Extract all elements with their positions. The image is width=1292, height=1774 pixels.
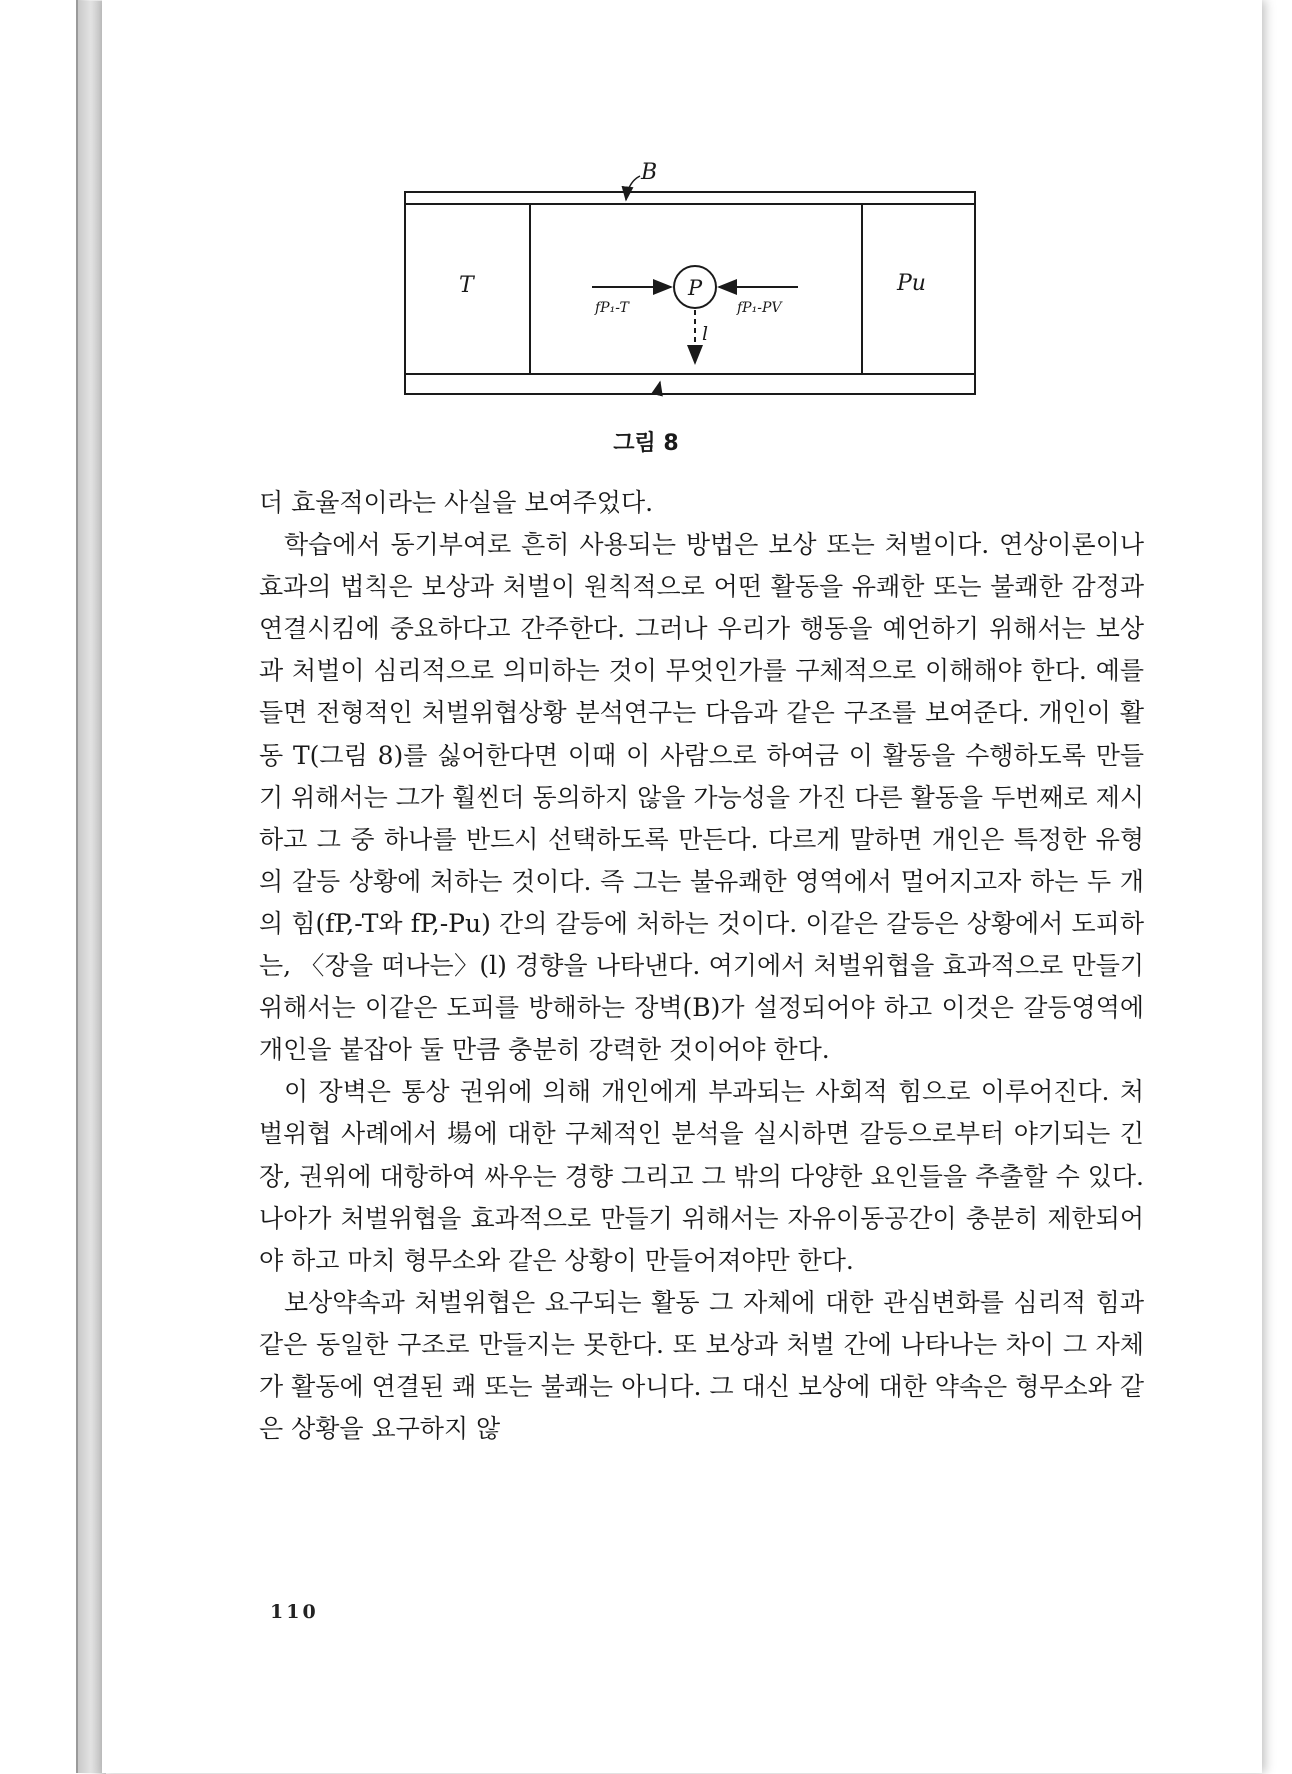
barrier-pointer-top xyxy=(626,176,640,200)
figure-8-diagram xyxy=(400,160,980,410)
barrier-label: B xyxy=(641,160,658,185)
paragraph-1: 더 효율적이라는 사실을 보여주었다. xyxy=(259,488,654,517)
person-label: P xyxy=(688,276,703,300)
page-number: 110 xyxy=(270,1601,319,1623)
figure-caption: 그림 8 xyxy=(613,431,679,456)
left-region-label: T xyxy=(459,273,474,298)
right-region-label: Pu xyxy=(897,271,926,296)
paragraph-3: 이 장벽은 통상 권위에 의해 개인에게 부과되는 사회적 힘으로 이루어진다. 처벌위협 사례에서 場에 대한 구체적인 분석을 실시하면 갈등으로부터 야기되는 긴장, 권위에 대항하여 싸우는 경향 그리고 그 밖의 다양한 요인들을 추출할 수 있다. 나아가 처벌위협을 효과적으로 만들기 위해서는 자유이동공간이 충분히 제한되어야 하고 마치 형무소와 같은 상황이 만들어져야만 한다. xyxy=(259,1077,1144,1275)
paragraph-4: 보상약속과 처벌위협은 요구되는 활동 그 자체에 대한 관심변화를 심리적 힘과 같은 동일한 구조로 만들지는 못한다. 또 보상과 처벌 간에 나타나는 차이 그 자체가 활동에 연결된 쾌 또는 불쾌는 아니다. 그 대신 보상에 대한 약속은 형무소와 같은 상황을 요구하지 않 xyxy=(259,1287,1144,1444)
body-text xyxy=(259,482,1144,1450)
force-right-label: fP₁-PV xyxy=(737,300,782,316)
force-left-label: fP₁-T xyxy=(595,300,629,316)
leave-label: l xyxy=(702,323,709,345)
paragraph-2: 학습에서 동기부여로 흔히 사용되는 방법은 보상 또는 처벌이다. 연상이론이나 효과의 법칙은 보상과 처벌이 원칙적으로 어떤 활동을 유쾌한 또는 불쾌한 감정과 연결시킴에 중요하다고 간주한다. 그러나 우리가 행동을 예언하기 위해서는 보상과 처벌이 심리적으로 의미하는 것이 무엇인가를 구체적으로 이해해야 한다. 예를 들면 전형적인 처벌위협상황 분석연구는 다음과 같은 구조를 보여준다. 개인이 활동 T(그림 8)를 싫어한다면 이때 이 사람으로 하여금 이 활동을 수행하도록 만들기 위해서는 그가 훨씬더 동의하지 않을 가능성을 가진 다른 활동을 두번째로 제시하고 그 중 하나를 반드시 선택하도록 만든다. 다르게 말하면 개인은 특정한 유형의 갈등 상황에 처하는 것이다. 즉 그는 불유쾌한 영역에서 멀어지고자 하는 두 개의 힘(fP,-T와 fP,-Pu) 간의 갈등에 처하는 것이다. 이같은 갈등은 상황에서 도피하는, 〈장을 떠나는〉(l) 경향을 나타낸다. 여기에서 처벌위협을 효과적으로 만들기 위해서는 이같은 도피를 방해하는 장벽(B)가 설정되어야 하고 이것은 갈등영역에 개인을 붙잡아 둘 만큼 충분히 강력한 것이어야 한다. xyxy=(259,530,1144,1065)
